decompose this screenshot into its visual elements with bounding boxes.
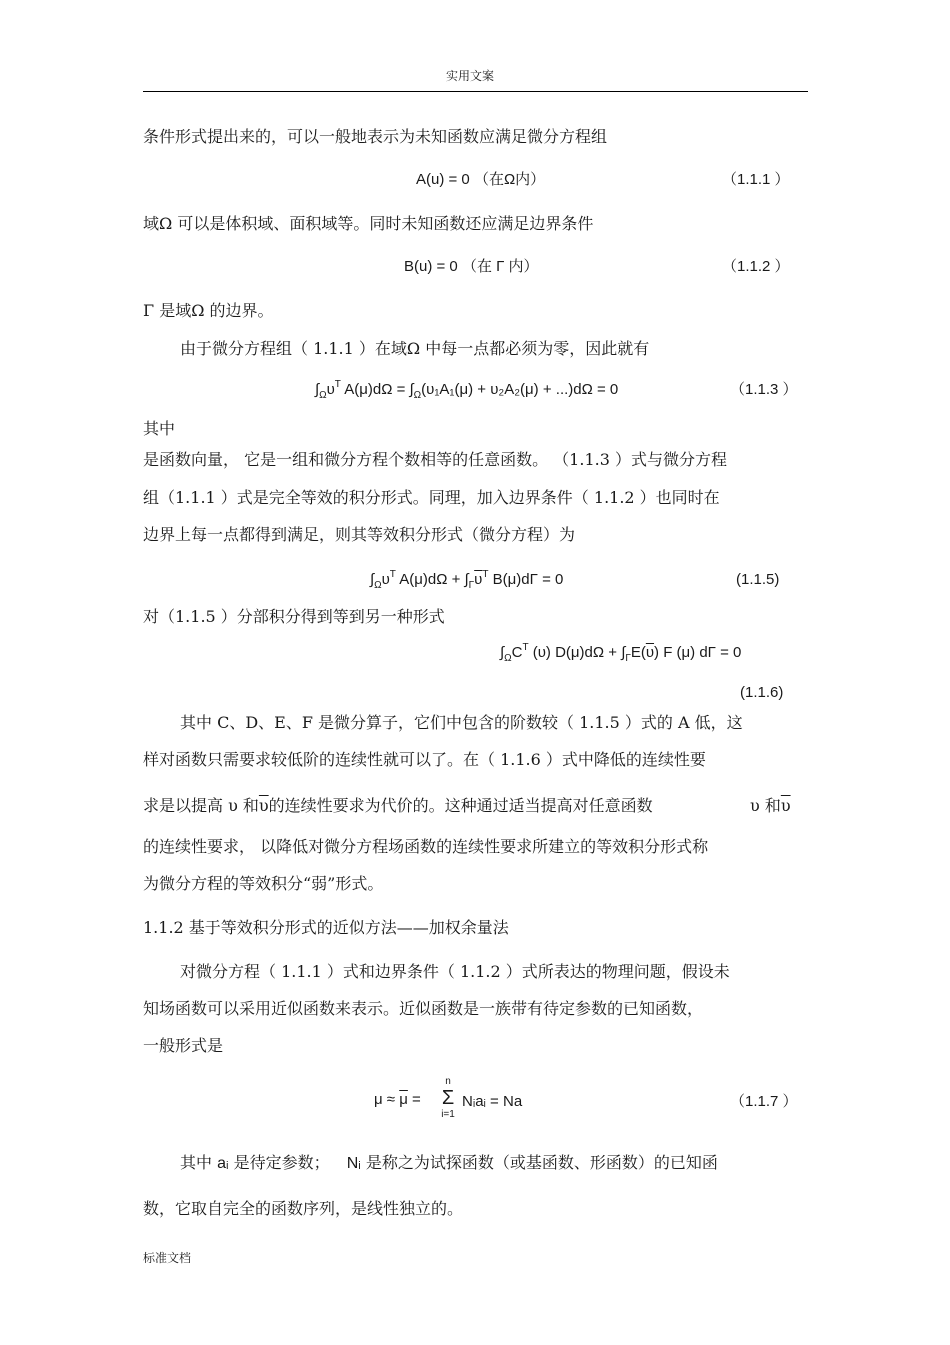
integral-symbol: ∫ <box>370 571 375 588</box>
equation-body: (υ) D(μ)dΩ + ∫ <box>532 644 626 661</box>
equation-1-1-3 <box>315 380 618 402</box>
text-fragment: υ 和 <box>750 796 781 815</box>
page-header-title: 实用文案 <box>446 69 495 83</box>
integral-symbol: ∫ <box>315 381 320 398</box>
sigma-symbol: Σ <box>441 1087 455 1109</box>
transpose-superscript: T <box>482 569 489 580</box>
text-fragment: 是待定参数； <box>233 1153 330 1172</box>
equation-1-1-1: A(u) = 0 （在Ω内） <box>416 171 546 188</box>
upsilon-bar-symbol: $\overline{\upsilon}$ <box>258 796 269 815</box>
equation-body: E( <box>630 644 646 661</box>
symbol-N-i: Nᵢ <box>346 1155 361 1172</box>
text-line: 样对函数只需要求较低阶的连续性就可以了。在（ 1.1.6 ）式中降低的连续性要 <box>143 750 706 769</box>
integral-symbol: ∫ <box>500 644 505 661</box>
equation-number: (1.1.6) <box>740 684 784 701</box>
mu-bar-symbol: $\overline{\mu}$ <box>399 1091 408 1108</box>
text-line <box>180 1153 718 1174</box>
text-line: 其中 <box>143 419 176 438</box>
omega-subscript: Ω <box>374 580 382 591</box>
upsilon-bar-symbol: $\overline{\upsilon}$ <box>474 571 483 588</box>
text-line: 的连续性要求， 以降低对微分方程场函数的连续性要求所建立的等效积分形式称 <box>143 837 709 856</box>
text-line <box>143 796 653 816</box>
text-fragment: 是称之为试探函数（或基函数、形函数）的已知函 <box>365 1153 718 1172</box>
sigma-upper-limit: n <box>445 1076 451 1087</box>
transpose-superscript: T <box>389 569 396 580</box>
text-line: Γ 是域Ω 的边界。 <box>143 301 274 320</box>
equation-body: A(μ)dΩ = ∫ <box>344 381 414 398</box>
upsilon-symbol: υ <box>326 381 335 398</box>
equation-1-1-6 <box>500 643 741 665</box>
text-fragment: 其中 <box>180 1153 213 1172</box>
equation-body: B(μ)dΓ = 0 <box>492 571 564 588</box>
equation-number: （1.1.1 ） <box>722 171 790 188</box>
text-line: 一般形式是 <box>143 1036 224 1055</box>
equation-body: (υ₁A₁(μ) + υ₂A₂(μ) + ...)dΩ = 0 <box>421 381 619 398</box>
equation-number: (1.1.5) <box>736 571 780 588</box>
text-line: 为微分方程的等效积分“弱”形式。 <box>143 874 384 893</box>
text-line: 由于微分方程组（ 1.1.1 ）在域Ω 中每一点都必须为零，因此就有 <box>180 339 650 358</box>
text-line: 是函数向量， 它是一组和微分方程个数相等的任意函数。 （1.1.3 ）式与微分方程 <box>143 450 727 469</box>
text-line: 对微分方程（ 1.1.1 ）式和边界条件（ 1.1.2 ）式所表达的物理问题，假设未 <box>180 962 730 981</box>
transpose-superscript: T <box>334 379 341 390</box>
upsilon-bar-symbol: $\overline{\upsilon}$ <box>780 796 791 815</box>
equation-1-1-7-rhs: Nᵢaᵢ = Na <box>462 1093 523 1110</box>
text-line: 域Ω 可以是体积域、面积域等。同时未知函数还应满足边界条件 <box>143 214 594 233</box>
equation-1-1-7-lhs <box>374 1090 421 1110</box>
omega-subscript: Ω <box>319 390 327 401</box>
text-line: 条件形式提出来的，可以一般地表示为未知函数应满足微分方程组 <box>143 127 608 146</box>
gamma-subscript: Γ <box>468 580 475 591</box>
text-line: 对（1.1.5 ）分部积分得到等到另一种形式 <box>143 607 445 626</box>
text-fragment: 的连续性要求为代价的。这种通过适当提高对任意函数 <box>268 796 653 815</box>
header-rule <box>143 91 808 92</box>
equation-body: A(μ)dΩ + ∫ <box>399 571 469 588</box>
symbol-a-i: aᵢ <box>217 1155 229 1172</box>
equation-1-1-2: B(u) = 0 （在 Γ 内） <box>404 258 539 275</box>
page-footer-label: 标准文档 <box>143 1251 192 1265</box>
transpose-superscript: T <box>522 642 529 653</box>
text-line: 组（1.1.1 ）式是完全等效的积分形式。同理，加入边界条件（ 1.1.2 ）也同时在 <box>143 488 720 507</box>
text-line: 数，它取自完全的函数序列，是线性独立的。 <box>143 1199 464 1218</box>
text-line: 边界上每一点都得到满足，则其等效积分形式（微分方程）为 <box>143 525 576 544</box>
summation <box>438 1077 458 1121</box>
equation-body: C <box>511 644 523 661</box>
omega-subscript: Ω <box>504 653 512 664</box>
equation-1-1-5 <box>370 570 563 592</box>
equation-body: ) F (μ) dΓ = 0 <box>654 644 742 661</box>
text-line: 其中 C、D、E、F 是微分算子，它们中包含的阶数较（ 1.1.5 ）式的 A 低，这 <box>180 713 743 732</box>
equation-number: （1.1.3 ） <box>730 381 798 398</box>
upsilon-bar-symbol: $\overline{\upsilon}$ <box>645 644 655 661</box>
gamma-subscript: Γ <box>625 653 631 664</box>
sigma-lower-limit: i=1 <box>441 1109 455 1120</box>
equation-number: （1.1.2 ） <box>722 258 790 275</box>
omega-subscript: Ω <box>413 390 422 401</box>
upsilon-symbol: υ <box>381 571 390 588</box>
equation-number: （1.1.7 ） <box>730 1093 798 1110</box>
section-heading: 1.1.2 基于等效积分形式的近似方法——加权余量法 <box>143 918 509 937</box>
equation-body: = <box>412 1091 421 1108</box>
text-line <box>750 796 791 816</box>
equation-body: μ ≈ <box>374 1091 396 1108</box>
text-fragment: 求是以提高 υ 和 <box>143 796 259 815</box>
text-line: 知场函数可以采用近似函数来表示。近似函数是一族带有待定参数的已知函数， <box>143 999 704 1018</box>
